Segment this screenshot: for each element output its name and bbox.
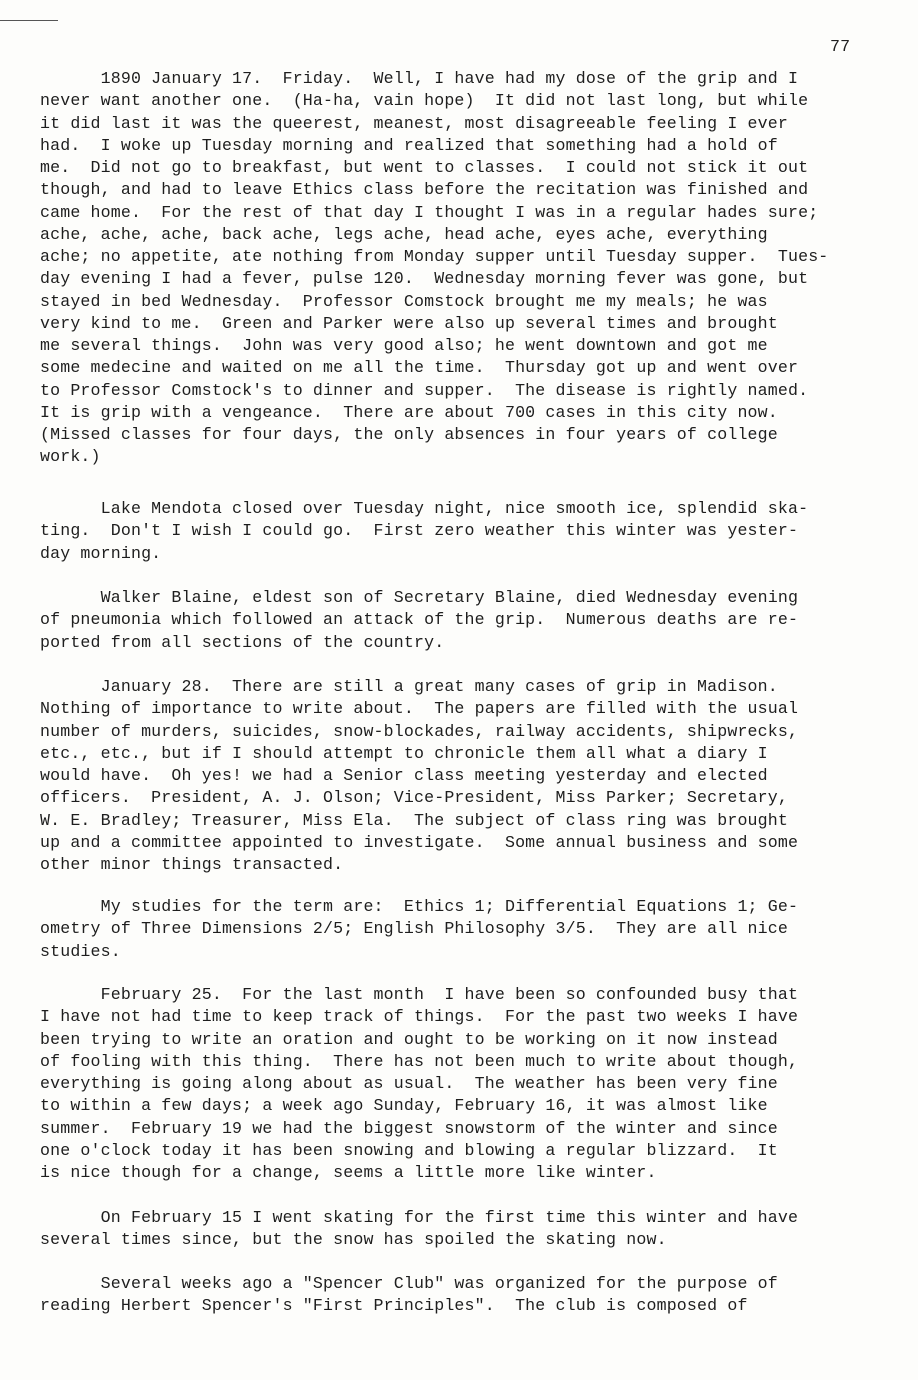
text-line: officers. President, A. J. Olson; Vice-President, Miss Parker; Secretary, bbox=[40, 788, 788, 808]
text-line: Several weeks ago a "Spencer Club" was organized for the purpose of bbox=[40, 1274, 778, 1293]
text-line: February 25. For the last month I have been so confounded busy that bbox=[40, 985, 799, 1004]
text-line: work.) bbox=[40, 447, 101, 467]
text-line: reading Herbert Spencer's "First Principles". The club is composed of bbox=[40, 1296, 748, 1316]
text-line: ache; no appetite, ate nothing from Monday supper until Tuesday supper. Tues- bbox=[40, 247, 829, 266]
paragraph bbox=[40, 984, 890, 1184]
paragraph bbox=[40, 676, 890, 876]
text-line: of fooling with this thing. There has not been much to write about though, bbox=[40, 1051, 799, 1071]
text-line: though, and had to leave Ethics class before the recitation was finished and bbox=[40, 180, 809, 200]
text-line: On February 15 I went skating for the first time this winter and have bbox=[40, 1208, 799, 1227]
text-line: ting. Don't I wish I could go. First zero weather this winter was yester- bbox=[40, 521, 799, 541]
text-line: ported from all sections of the country. bbox=[40, 632, 445, 652]
text-line: everything is going along about as usual. The weather has been very fine bbox=[40, 1074, 778, 1093]
text-line: It is grip with a vengeance. There are about 700 cases in this city now. bbox=[40, 402, 778, 422]
text-line: other minor things transacted. bbox=[40, 855, 344, 874]
text-line: came home. For the rest of that day I thought I was in a regular hades sure; bbox=[40, 202, 819, 222]
text-line: it did last it was the queerest, meanest, most disagreeable feeling I ever bbox=[40, 113, 788, 133]
text-line: up and a committee appointed to investigate. Some annual business and some bbox=[40, 832, 799, 852]
paragraph bbox=[40, 68, 890, 469]
paragraph bbox=[40, 587, 890, 654]
text-line: I have not had time to keep track of things. For the past two weeks I have bbox=[40, 1007, 799, 1027]
paragraph bbox=[40, 896, 890, 963]
paragraph bbox=[40, 498, 890, 565]
text-line: ometry of Three Dimensions 2/5; English Philosophy 3/5. They are all nice bbox=[40, 919, 788, 939]
text-line: of pneumonia which followed an attack of the grip. Numerous deaths are re- bbox=[40, 610, 799, 630]
text-line: several times since, but the snow has spoiled the skating now. bbox=[40, 1230, 667, 1250]
text-line: studies. bbox=[40, 941, 121, 961]
text-line: stayed in bed Wednesday. Professor Comstock brought me my meals; he was bbox=[40, 291, 768, 311]
text-line: Walker Blaine, eldest son of Secretary Blaine, died Wednesday evening bbox=[40, 588, 799, 607]
text-line: to within a few days; a week ago Sunday, February 16, it was almost like bbox=[40, 1096, 768, 1116]
text-line: W. E. Bradley; Treasurer, Miss Ela. The subject of class ring was brought bbox=[40, 810, 788, 830]
text-line: Nothing of importance to write about. The papers are filled with the usual bbox=[40, 699, 799, 719]
text-line: January 28. There are still a great many cases of grip in Madison. bbox=[40, 677, 778, 696]
text-line: me several things. John was very good also; he went downtown and got me bbox=[40, 336, 768, 355]
text-line: one o'clock today it has been snowing and blowing a regular blizzard. It bbox=[40, 1140, 778, 1160]
text-line: 1890 January 17. Friday. Well, I have had my dose of the grip and I bbox=[40, 69, 799, 88]
text-line: some medecine and waited on me all the time. Thursday got up and went over bbox=[40, 358, 799, 378]
text-line: would have. Oh yes! we had a Senior class meeting yesterday and elected bbox=[40, 766, 768, 785]
text-line: day evening I had a fever, pulse 120. Wednesday morning fever was gone, but bbox=[40, 269, 809, 289]
text-line: been trying to write an oration and ought to be working on it now instead bbox=[40, 1029, 778, 1049]
corner-mark bbox=[0, 20, 58, 21]
text-line: etc., etc., but if I should attempt to chronicle them all what a diary I bbox=[40, 743, 768, 763]
text-line: very kind to me. Green and Parker were also up several times and brought bbox=[40, 313, 778, 333]
text-line: Lake Mendota closed over Tuesday night, nice smooth ice, splendid ska- bbox=[40, 499, 809, 518]
text-line: to Professor Comstock's to dinner and supper. The disease is rightly named. bbox=[40, 380, 809, 400]
text-line: (Missed classes for four days, the only absences in four years of college bbox=[40, 425, 778, 444]
paragraph bbox=[40, 1273, 890, 1318]
text-line: My studies for the term are: Ethics 1; Differential Equations 1; Ge- bbox=[40, 897, 799, 916]
text-line: ache, ache, ache, back ache, legs ache, head ache, eyes ache, everything bbox=[40, 224, 768, 244]
text-line: number of murders, suicides, snow-blockades, railway accidents, shipwrecks, bbox=[40, 721, 799, 741]
text-line: day morning. bbox=[40, 543, 162, 563]
text-line: never want another one. (Ha-ha, vain hope) It did not last long, but while bbox=[40, 91, 809, 111]
text-line: had. I woke up Tuesday morning and realized that something had a hold of bbox=[40, 135, 778, 155]
text-line: is nice though for a change, seems a little more like winter. bbox=[40, 1163, 657, 1182]
text-line: summer. February 19 we had the biggest snowstorm of the winter and since bbox=[40, 1118, 778, 1138]
paragraph bbox=[40, 1207, 890, 1252]
text-line: me. Did not go to breakfast, but went to classes. I could not stick it out bbox=[40, 158, 809, 177]
page-number: 77 bbox=[830, 37, 851, 56]
